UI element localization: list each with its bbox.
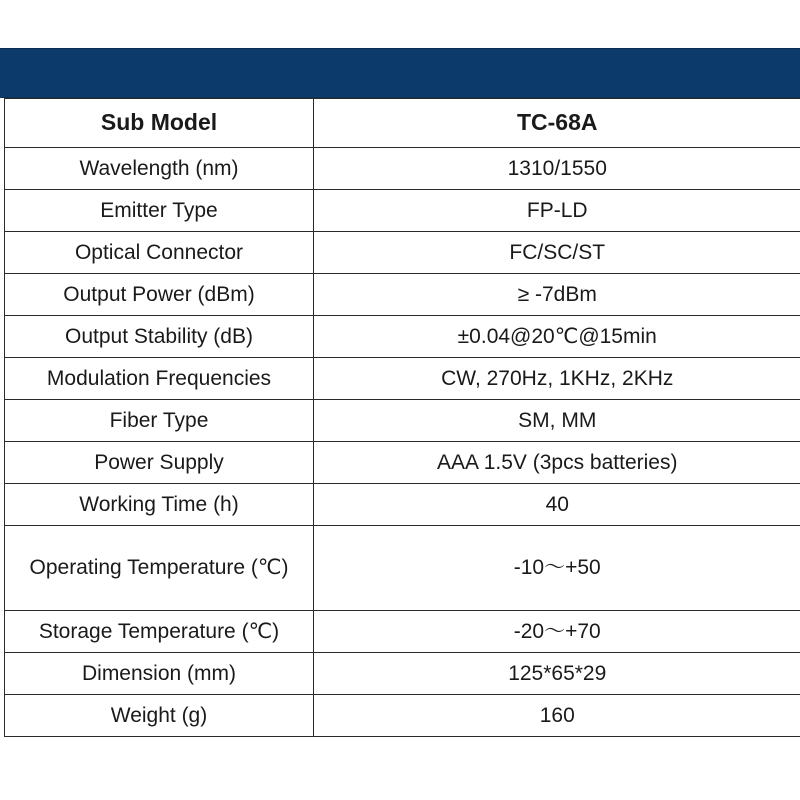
row-value: FC/SC/ST (314, 232, 800, 274)
table-row (5, 274, 800, 316)
row-label: Emitter Type (5, 190, 314, 232)
row-value: ≥ -7dBm (314, 274, 800, 316)
header-banner (0, 48, 800, 98)
header-value-cell: TC-68A (314, 99, 800, 148)
row-label: Working Time (h) (5, 484, 314, 526)
table-row (5, 400, 800, 442)
row-label: Dimension (mm) (5, 653, 314, 695)
row-value: SM, MM (314, 400, 800, 442)
table-row (5, 316, 800, 358)
table-row (5, 695, 800, 737)
row-value: AAA 1.5V (3pcs batteries) (314, 442, 800, 484)
row-value: 160 (314, 695, 800, 737)
table-row (5, 190, 800, 232)
row-label: Modulation Frequencies (5, 358, 314, 400)
table-row (5, 484, 800, 526)
table-row (5, 148, 800, 190)
table-row (5, 526, 800, 611)
row-value: 125*65*29 (314, 653, 800, 695)
row-value: -20～+70 (314, 611, 800, 653)
row-label: Power Supply (5, 442, 314, 484)
row-label: Fiber Type (5, 400, 314, 442)
spec-table (4, 98, 800, 737)
row-value: -10～+50 (314, 526, 800, 611)
header-label-cell: Sub Model (5, 99, 314, 148)
table-row (5, 653, 800, 695)
row-label: Storage Temperature (℃) (5, 611, 314, 653)
row-value: 1310/1550 (314, 148, 800, 190)
row-label: Optical Connector (5, 232, 314, 274)
row-value: ±0.04@20℃@15min (314, 316, 800, 358)
row-value: FP-LD (314, 190, 800, 232)
row-label: Output Power (dBm) (5, 274, 314, 316)
row-label: Wavelength (nm) (5, 148, 314, 190)
row-value: 40 (314, 484, 800, 526)
table-row (5, 611, 800, 653)
table-row (5, 358, 800, 400)
table-row (5, 232, 800, 274)
table-row (5, 442, 800, 484)
row-label: Output Stability (dB) (5, 316, 314, 358)
row-label: Operating Temperature (℃) (5, 526, 314, 611)
row-value: CW, 270Hz, 1KHz, 2KHz (314, 358, 800, 400)
table-header-row (5, 99, 800, 148)
row-label: Weight (g) (5, 695, 314, 737)
